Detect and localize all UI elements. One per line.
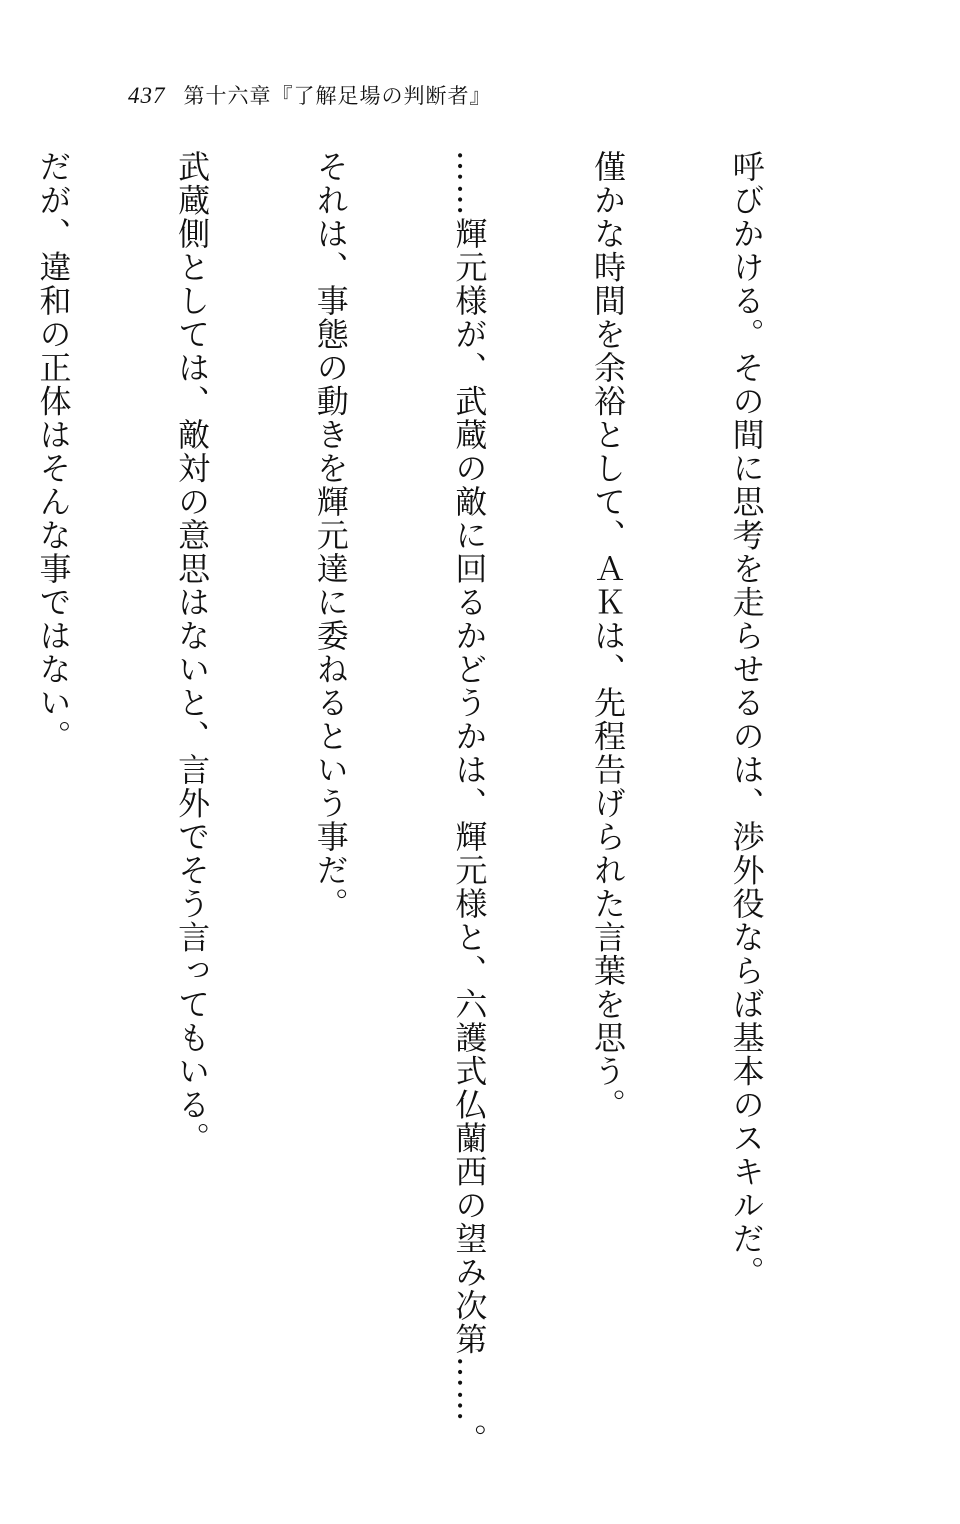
page-number: 437 <box>128 83 166 108</box>
text-line: だが、違和の正体はそんな事ではない。 <box>34 150 73 753</box>
chapter-title: 第十六章『了解足場の判断者』 <box>183 84 492 108</box>
text-line: 呼びかける。その間に思考を走らせるのは、渉外役ならば基本のスキルだ。 <box>727 150 766 1289</box>
text-line: それは、事態の動きを輝元達に委ねるという事だ。 <box>311 150 350 921</box>
text-line: 武蔵側としては、敵対の意思はないと、言外でそう言ってもいる。 <box>173 150 212 1155</box>
text-line: 僅かな時間を余裕として、ＡＫは、先程告げられた言葉を思う。 <box>588 150 627 1122</box>
running-header <box>128 80 492 110</box>
text-line: ……輝元様が、武蔵の敵に回るかどうかは、輝元様と、六護式仏蘭西の望み次第……。 <box>450 150 489 1457</box>
vertical-body-text <box>34 150 862 1457</box>
